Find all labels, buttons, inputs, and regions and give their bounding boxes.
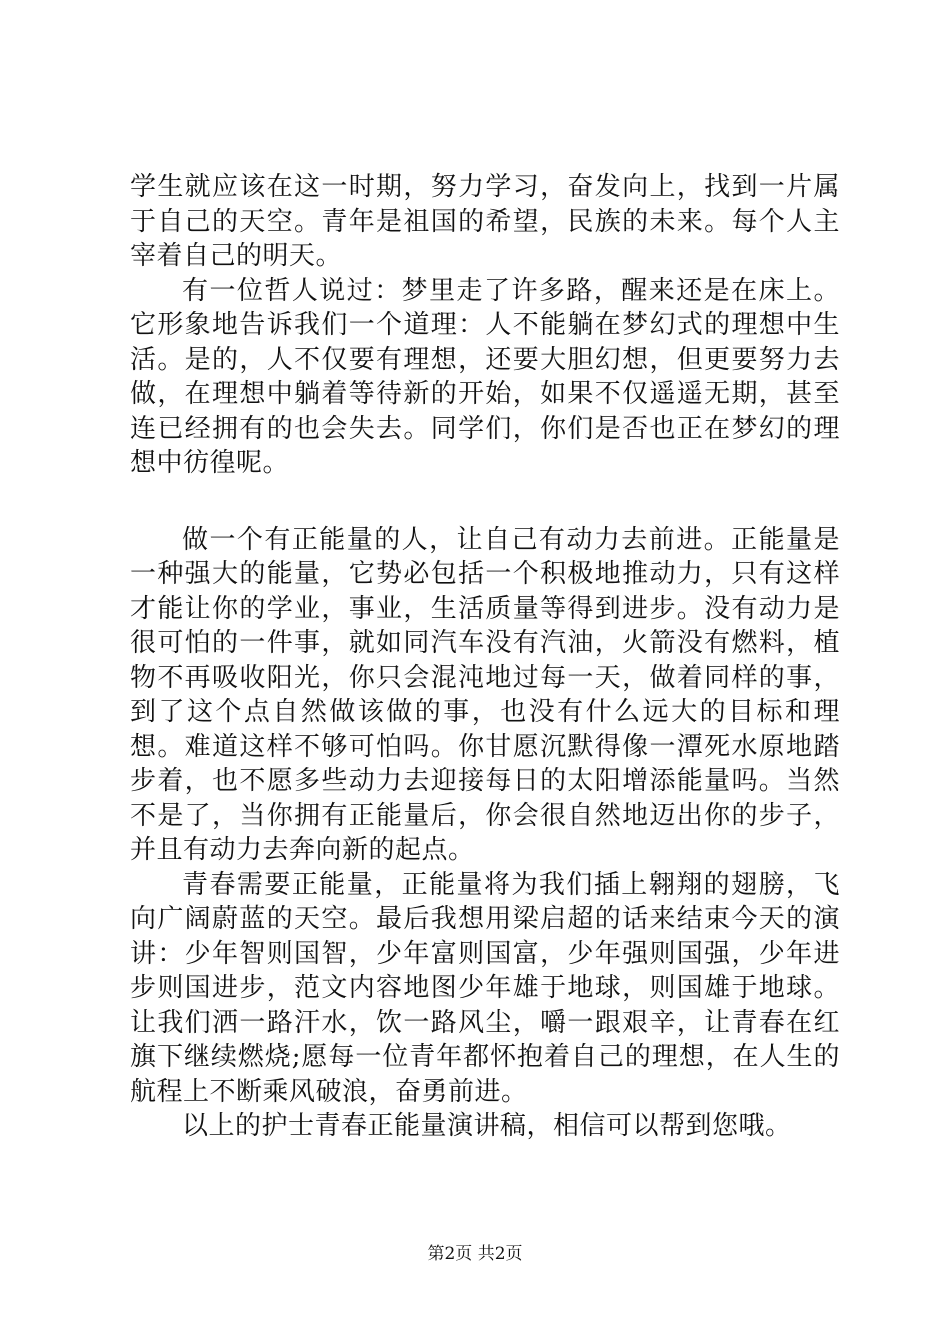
paragraph-2: 有一位哲人说过：梦里走了许多路，醒来还是在床上。它形象地告诉我们一个道理：人不能躺在梦幻式的理想中生活。是的，人不仅要有理想，还要大胆幻想，但更要努力去做，在理想中躺着等待新的开始，如果不仅遥遥无期，甚至连已经拥有的也会失去。同学们，你们是否也正在梦幻的理想中彷徨呢。 bbox=[130, 275, 840, 478]
page-number-footer: 第2页 共2页 bbox=[427, 1244, 523, 1264]
paragraph-1: 学生就应该在这一时期，努力学习，奋发向上，找到一片属于自己的天空。青年是祖国的希望，民族的未来。每个人主宰着自己的明天。 bbox=[130, 172, 840, 271]
paragraph-3: 做一个有正能量的人，让自己有动力去前进。正能量是一种强大的能量，它势必包括一个积极地推动力，只有这样才能让你的学业，事业，生活质量等得到进步。没有动力是很可怕的一件事，就如同汽车没有汽油，火箭没有燃料，植物不再吸收阳光，你只会混沌地过每一天，做着同样的事，到了这个点自然做该做的事，也没有什么远大的目标和理想。难道这样不够可怕吗。你甘愿沉默得像一潭死水原地踏步着，也不愿多些动力去迎接每日的太阳增添能量吗。当然不是了，当你拥有正能量后，你会很自然地迈出你的步子，并且有动力去奔向新的起点。 bbox=[130, 524, 840, 865]
paragraph-5: 以上的护士青春正能量演讲稿，相信可以帮到您哦。 bbox=[182, 1111, 792, 1141]
paragraph-4: 青春需要正能量，正能量将为我们插上翱翔的翅膀，飞向广阔蔚蓝的天空。最后我想用梁启超的话来结束今天的演讲：少年智则国智，少年富则国富，少年强则国强，少年进步则国进步，范文内容地图少年雄于地球，则国雄于地球。让我们洒一路汗水，饮一路风尘，嚼一跟艰辛，让青春在红旗下继续燃烧;愿每一位青年都怀抱着自己的理想，在人生的航程上不断乘风破浪，奋勇前进。 bbox=[130, 869, 840, 1107]
document-body bbox=[130, 170, 840, 1144]
paragraph-spacer bbox=[130, 481, 840, 523]
